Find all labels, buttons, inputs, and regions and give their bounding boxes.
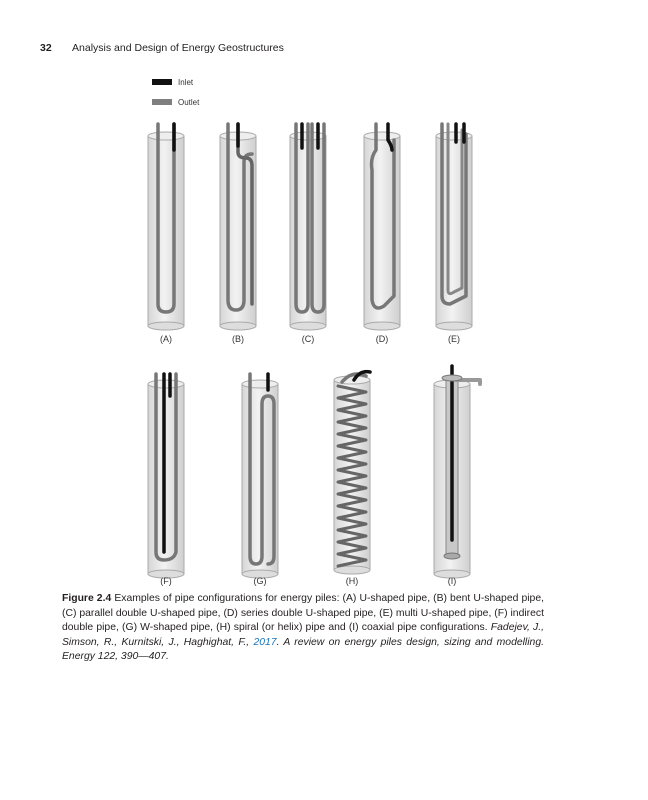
page-number: 32 [40,42,52,54]
pile-d [364,124,400,330]
caption-ref-authors: Fadejev, J., Simson, R., Kurnitski, J., Haghighat, F., [62,622,544,648]
label-b: (B) [232,334,244,344]
pile-a [148,124,184,330]
caption-label: Figure 2.4 [62,593,112,604]
label-h: (H) [345,576,359,586]
pile-f [148,374,184,578]
label-f: (F) [160,576,172,586]
label-a: (A) [160,334,172,344]
pile-h [334,372,370,574]
figure-caption [62,592,544,665]
label-d: (D) [375,334,389,344]
label-i: (I) [447,576,457,586]
pile-i [434,366,480,578]
caption-text: Examples of pipe configurations for energy piles: (A) U-shaped pipe, (B) bent U-shaped pipe, (C) parallel double U-shaped pipe, (D) series double U-shaped pipe, (E) multi U-shaped pipe, (F) indirect double pipe, (G) W-shaped pipe, (H) spiral (or helix) pipe and (I) coaxial pipe configurations. [62,593,544,634]
running-title: Analysis and Design of Energy Geostructures [72,42,284,54]
pile-e [436,124,472,330]
pile-c [290,124,326,330]
pile-g [242,374,278,578]
label-g: (G) [253,576,267,586]
caption-ref-year[interactable]: 2017 [253,636,277,648]
label-c: (C) [301,334,315,344]
pile-b [220,124,256,330]
legend-inlet-label: Inlet [178,77,194,87]
legend-outlet-label: Outlet [178,97,200,107]
label-e: (E) [448,334,460,344]
caption-ref-rest: . A review on energy piles design, sizing and modelling. Energy 122, 390—407. [62,636,544,663]
